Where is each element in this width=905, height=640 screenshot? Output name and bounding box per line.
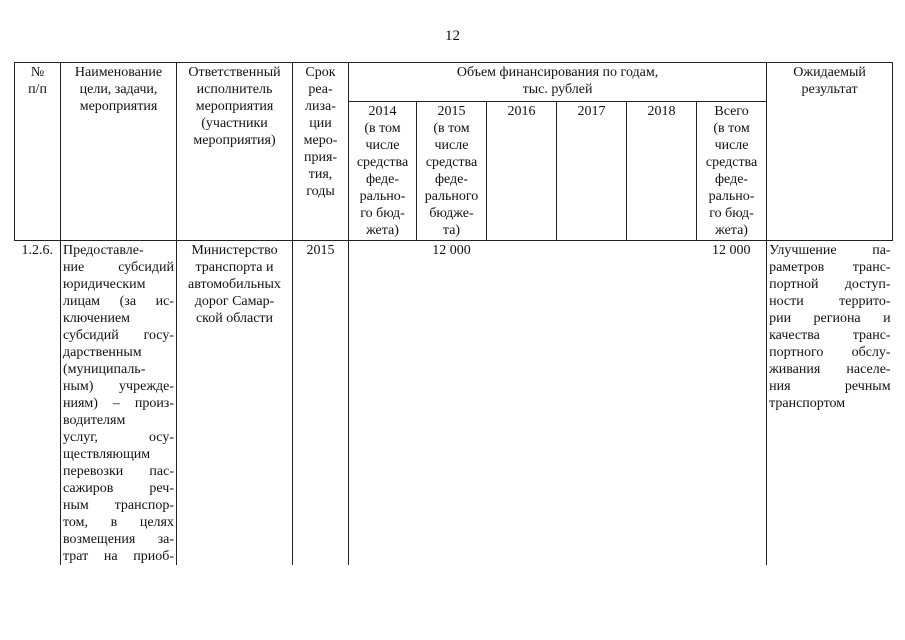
header-executor [177,63,293,241]
row-2014 [349,241,417,566]
row-name-line: дарственным [63,345,142,360]
row-name-line: ным транспор- [63,498,174,513]
row-2016 [487,241,557,566]
row-2018 [627,241,697,566]
header-2014-line: (в том [364,121,401,136]
header-term-line: лиза- [305,99,336,114]
header-year-2015 [417,102,487,241]
row-name-line: ществляющим [63,447,151,462]
row-executor-line: Министерство [191,243,278,258]
header-total-line: жета) [715,223,748,238]
header-executor-line: Ответственный [188,65,281,80]
row-result-line: Улучшение па- [769,243,891,258]
header-2015-line: (в том [433,121,470,136]
header-number-line: п/п [28,82,47,97]
header-year-2018: 2018 [627,102,697,241]
row-name-line: возмещения за- [63,532,174,547]
header-total-line: Всего [714,104,749,119]
header-result-line: Ожидаемый [793,65,866,80]
header-term-line: Срок [305,65,336,80]
row-result-line: портной доступ- [769,277,891,292]
header-2014-line: го бюд- [360,206,405,221]
header-term-line: реа- [308,82,333,97]
row-name-line: (муниципаль- [63,362,146,377]
header-total-line: (в том [713,121,750,136]
row-result-line: живания населе- [769,362,891,377]
row-result-line: качества транс- [769,328,891,343]
row-2015: 12 000 [432,243,471,258]
row-executor-line: автомобильных [188,277,281,292]
row-executor-line: транспорта и [195,260,274,275]
header-name-line: Наименование [74,65,163,80]
header-number [15,63,61,241]
header-2014-line: феде- [365,172,400,187]
row-result-line: рии региона и [769,311,891,326]
header-2015-line: рального [424,189,479,204]
row-2017 [557,241,627,566]
header-2014-line: числе [365,138,400,153]
header-term-line: меро- [303,133,338,148]
header-total-line: феде- [714,172,749,187]
row-name-line: перевозки пас- [63,464,174,479]
header-result-line: результат [801,82,858,97]
header-2015-line: феде- [434,172,469,187]
header-result [767,63,893,241]
row-name-line: Предоставле- [63,243,144,258]
header-term-line: прия- [303,150,338,165]
row-result-line: ния речным [769,379,891,394]
row-name-line: ние субсидий [63,260,174,275]
row-executor-line: дорог Самар- [194,294,275,309]
header-2015-line: числе [434,138,469,153]
row-name-line: услуг, осу- [63,430,174,445]
header-2015-line: средства [425,155,478,170]
header-total-line: средства [705,155,758,170]
row-result-line: ности террито- [769,294,891,309]
header-name-line: мероприятия [79,99,158,114]
header-executor-line: мероприятия [195,99,274,114]
header-2014-line: жета) [366,223,399,238]
header-name-line: цели, задачи, [79,82,158,97]
header-executor-line: (участники [201,116,268,131]
header-year-2016: 2016 [487,102,557,241]
row-result-line: транспортом [769,396,846,411]
row-name-line: лицам (за ис- [63,294,174,309]
header-2015-line: 2015 [437,104,466,119]
table-row [15,241,893,566]
page-number: 12 [445,28,460,44]
row-number: 1.2.6. [21,243,53,258]
header-total-line: го бюд- [709,206,754,221]
row-result [767,241,893,566]
program-table [14,62,893,565]
header-term [293,63,349,241]
header-term-line: годы [306,184,335,199]
row-name-line: трат на приоб- [63,549,174,564]
header-funding [349,63,767,102]
header-funding-line: Объем финансирования по годам, [456,65,659,80]
header-2014-line: рально- [359,189,406,204]
header-funding-line: тыс. рублей [522,82,593,97]
header-total-line: числе [714,138,749,153]
row-name-line: том, в целях [63,515,174,530]
header-name [61,63,177,241]
header-total-line: рально- [708,189,755,204]
header-executor-line: мероприятия) [193,133,276,148]
row-name-line: ниям) – произ- [63,396,174,411]
header-total [697,102,767,241]
header-year-2017: 2017 [557,102,627,241]
row-name-line: ным) учрежде- [63,379,174,394]
row-executor-line: ской области [195,311,274,326]
header-executor-line: исполнитель [196,82,273,97]
row-name-line: водителям [63,413,126,428]
row-name-line: сажиров реч- [63,481,174,496]
header-number-line: № [30,65,45,80]
row-term: 2015 [293,241,349,566]
row-result-line: портного обслу- [769,345,891,360]
row-name-line: юридическим [63,277,146,292]
header-2015-line: та) [442,223,461,238]
row-name [61,241,177,566]
header-term-line: тия, [308,167,333,182]
header-term-line: ции [309,116,332,131]
row-name-line: ключением [63,311,131,326]
header-2014-line: 2014 [368,104,397,119]
header-2015-line: бюдже- [429,206,474,221]
header-2014-line: средства [356,155,409,170]
header-year-2014 [349,102,417,241]
row-result-line: раметров транс- [769,260,891,275]
row-executor [177,241,293,566]
row-total: 12 000 [712,243,751,258]
row-name-line: субсидий госу- [63,328,174,343]
